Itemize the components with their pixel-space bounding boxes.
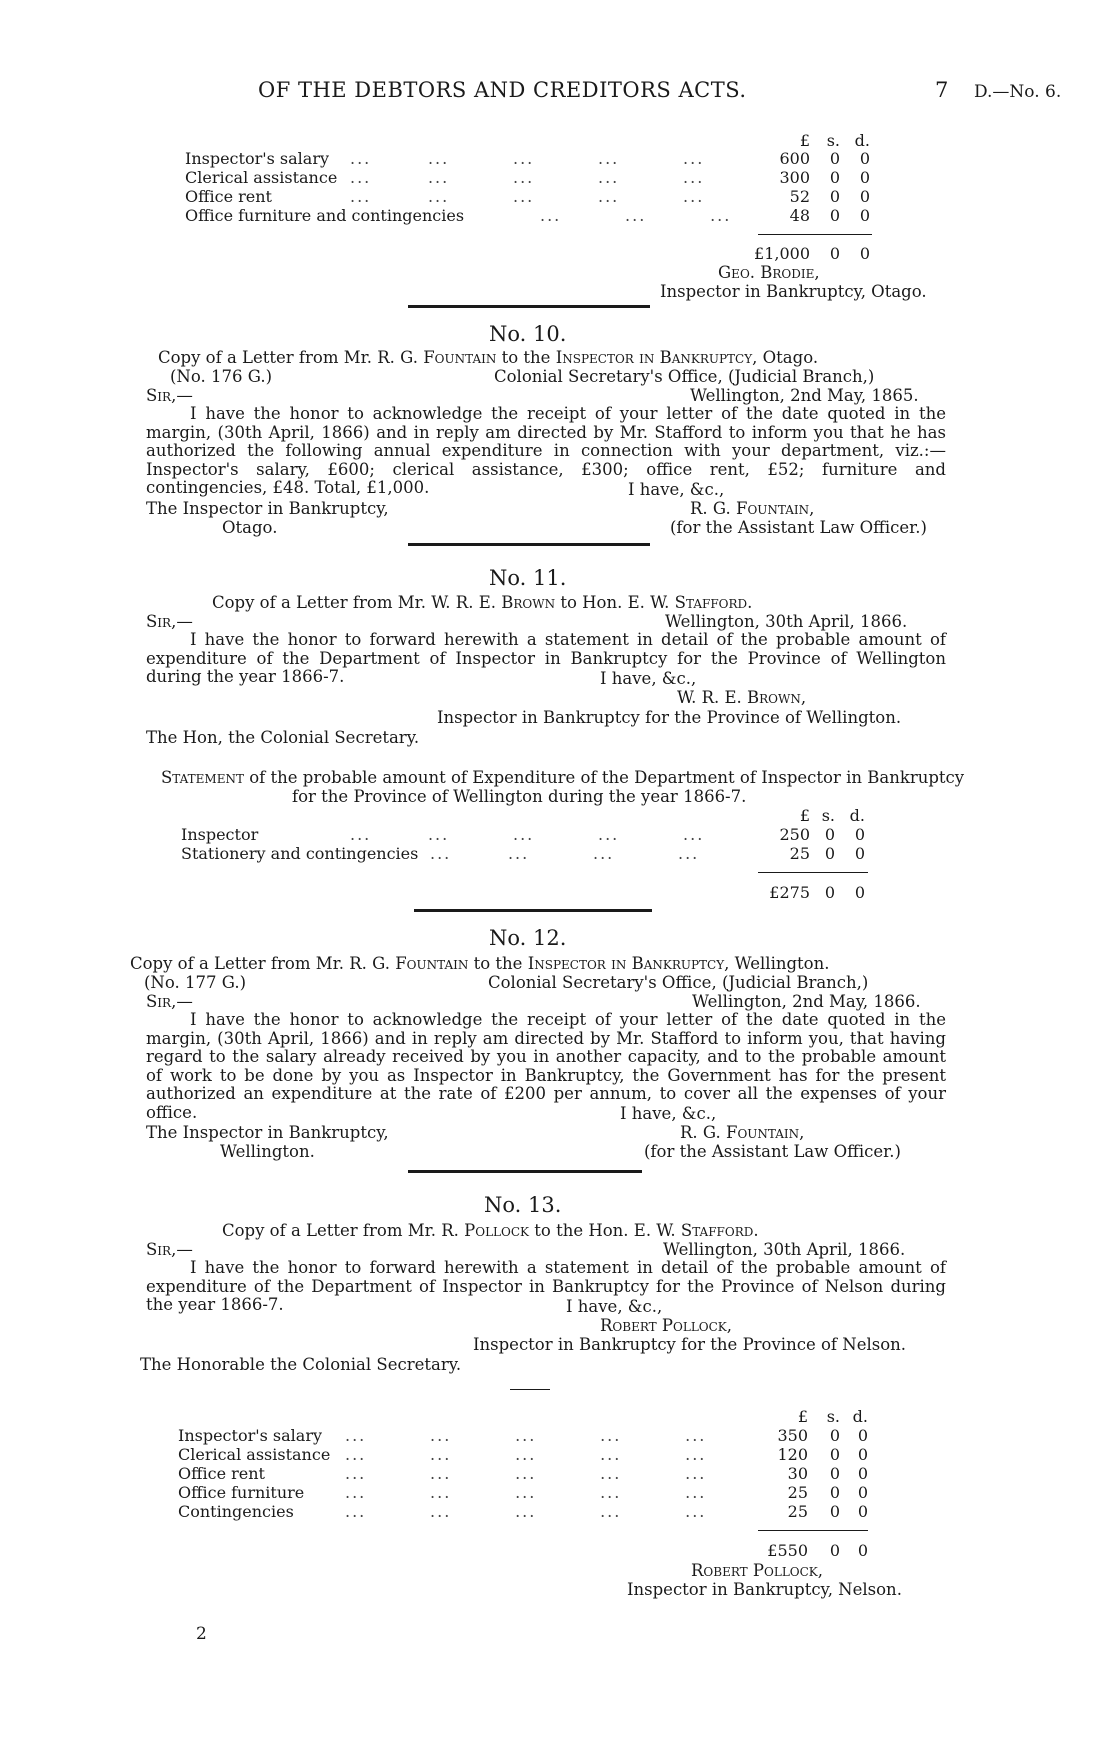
amount-pence: 0: [854, 844, 865, 863]
statement-heading-line2: for the Province of Wellington during the year 1866-7.: [292, 787, 747, 806]
leader-dots: ... ... ... ... ...: [345, 1445, 707, 1464]
row-label: Office rent: [185, 187, 272, 206]
signature-mark: 2: [196, 1624, 207, 1644]
row-label: Inspector's salary: [185, 149, 330, 168]
letter-reference: (No. 177 G.): [144, 973, 247, 992]
letter-date: Wellington, 30th April, 1866.: [663, 1240, 906, 1259]
letter-body: I have the honor to forward herewith a statement in detail of the probable amount of expenditure of the Department of Inspector in Bankruptcy for the Province of Wellington during the year 1866-7.: [146, 630, 946, 687]
amount-shillings: 0: [829, 1483, 840, 1502]
row-label: Contingencies: [178, 1502, 294, 1521]
signer-role: Inspector in Bankruptcy for the Province of Wellington.: [437, 708, 902, 727]
letter-heading: Copy of a Letter from Mr. R. Pollock to the Hon. E. W. Stafford.: [222, 1221, 759, 1240]
amount-pounds: 300: [779, 168, 810, 187]
col-shillings-head: s.: [826, 131, 840, 150]
col-pence-head: d.: [854, 131, 870, 150]
letter-reference: (No. 176 G.): [170, 367, 273, 386]
total-shillings: 0: [829, 244, 840, 263]
amount-pence: 0: [859, 187, 870, 206]
salutation: Sir,—: [146, 386, 193, 405]
amount-shillings: 0: [824, 844, 835, 863]
row-label: Inspector: [181, 825, 259, 844]
page-number: 7: [935, 78, 949, 102]
col-shillings-head: s.: [826, 1407, 840, 1426]
running-title: OF THE DEBTORS AND CREDITORS ACTS.: [258, 78, 747, 102]
total-pence: 0: [859, 244, 870, 263]
col-pounds-head: £: [799, 806, 810, 825]
amount-pounds: 120: [777, 1445, 808, 1464]
letter-number: No. 12.: [489, 926, 567, 950]
letter-number: No. 11.: [489, 566, 567, 590]
amount-pence: 0: [859, 149, 870, 168]
row-label: Clerical assistance: [178, 1445, 331, 1464]
col-pounds-head: £: [799, 131, 810, 150]
col-pounds-head: £: [797, 1407, 808, 1426]
amount-pence: 0: [857, 1502, 868, 1521]
amount-pounds: 25: [789, 844, 810, 863]
total-shillings: 0: [824, 883, 835, 902]
leader-dots: ... ... ... ... ...: [345, 1464, 707, 1483]
closing: I have, &c.,: [628, 480, 725, 499]
salutation: Sir,—: [146, 992, 193, 1011]
amount-shillings: 0: [829, 1445, 840, 1464]
signature-title: Inspector in Bankruptcy, Otago.: [660, 282, 927, 301]
amount-pounds: 600: [779, 149, 810, 168]
leader-dots: ... ... ... ... ...: [345, 1426, 707, 1445]
row-label: Clerical assistance: [185, 168, 338, 187]
addressee: The Honorable the Colonial Secretary.: [140, 1355, 462, 1374]
amount-pounds: 30: [787, 1464, 808, 1483]
amount-pence: 0: [857, 1445, 868, 1464]
amount-shillings: 0: [829, 187, 840, 206]
leader-dots: ... ... ... ... ...: [345, 1483, 707, 1502]
amount-shillings: 0: [829, 1426, 840, 1445]
amount-pounds: 48: [789, 206, 810, 225]
amount-shillings: 0: [829, 1502, 840, 1521]
amount-shillings: 0: [824, 825, 835, 844]
signer-name: Robert Pollock,: [600, 1316, 733, 1335]
row-label: Office furniture and contingencies: [185, 206, 465, 225]
signer-role: (for the Assistant Law Officer.): [644, 1142, 901, 1161]
amount-pence: 0: [857, 1483, 868, 1502]
closing: I have, &c.,: [566, 1297, 663, 1316]
amount-shillings: 0: [829, 149, 840, 168]
office-line: Colonial Secretary's Office, (Judicial Branch,): [488, 973, 869, 992]
leader-dots: ... ... ... ... ...: [350, 168, 705, 187]
addressee: The Inspector in Bankruptcy,: [146, 1123, 389, 1142]
total-pounds: £1,000: [754, 244, 810, 263]
total-pounds: £275: [769, 883, 810, 902]
row-label: Inspector's salary: [178, 1426, 323, 1445]
col-pence-head: d.: [849, 806, 865, 825]
letter-body: I have the honor to acknowledge the receipt of your letter of the date quoted in the margin, (30th April, 1866) and in reply am directed by Mr. Stafford to inform you, that having regard to the salary already received by you in another capacity, and to the probable amount of work to be done by you as Inspector in Bankruptcy, the Government has for the present authorized an expenditure at the rate of £200 per annum, to cover all the expenses of your office.: [146, 1010, 946, 1122]
amount-pounds: 250: [779, 825, 810, 844]
leader-dots: ... ... ... ... ...: [345, 1502, 707, 1521]
total-pounds: £550: [767, 1541, 808, 1560]
document-ref: D.—No. 6.: [974, 82, 1062, 102]
signature-name: Geo. Brodie,: [718, 263, 820, 282]
letter-date: Wellington, 2nd May, 1866.: [692, 992, 921, 1011]
amount-pence: 0: [857, 1426, 868, 1445]
amount-pence: 0: [859, 206, 870, 225]
addressee-place: Wellington.: [220, 1142, 315, 1161]
amount-pounds: 350: [777, 1426, 808, 1445]
section-divider: [408, 543, 650, 546]
leader-dots: ... ... ... ... ...: [350, 187, 705, 206]
row-label: Stationery and contingencies: [181, 844, 419, 863]
leader-dots: ... ... ... ...: [430, 844, 700, 863]
col-shillings-head: s.: [821, 806, 835, 825]
signature-name: Robert Pollock,: [691, 1561, 824, 1580]
total-pence: 0: [857, 1541, 868, 1560]
leader-dots: ... ... ...: [540, 206, 732, 225]
amount-shillings: 0: [829, 1464, 840, 1483]
salutation: Sir,—: [146, 1240, 193, 1259]
closing: I have, &c.,: [600, 669, 697, 688]
letter-date: Wellington, 2nd May, 1865.: [690, 386, 919, 405]
short-divider: [510, 1389, 550, 1390]
total-rule: [758, 1530, 868, 1531]
amount-shillings: 0: [829, 206, 840, 225]
section-divider: [408, 305, 650, 308]
salutation: Sir,—: [146, 612, 193, 631]
leader-dots: ... ... ... ... ...: [350, 825, 705, 844]
amount-pence: 0: [857, 1464, 868, 1483]
signer-role: Inspector in Bankruptcy for the Province of Nelson.: [473, 1335, 907, 1354]
office-line: Colonial Secretary's Office, (Judicial Branch,): [494, 367, 875, 386]
amount-pence: 0: [854, 825, 865, 844]
section-divider: [408, 1170, 642, 1173]
addressee: The Hon, the Colonial Secretary.: [146, 728, 420, 747]
signer-role: (for the Assistant Law Officer.): [670, 518, 927, 537]
letter-number: No. 13.: [484, 1193, 562, 1217]
signer-name: R. G. Fountain,: [680, 1123, 805, 1142]
letter-heading: Copy of a Letter from Mr. W. R. E. Brown to Hon. E. W. Stafford.: [212, 593, 753, 612]
addressee-place: Otago.: [222, 518, 278, 537]
closing: I have, &c.,: [620, 1104, 717, 1123]
row-label: Office rent: [178, 1464, 265, 1483]
signature-title: Inspector in Bankruptcy, Nelson.: [627, 1580, 902, 1599]
letter-heading: Copy of a Letter from Mr. R. G. Fountain to the Inspector in Bankruptcy, Otago.: [158, 348, 819, 367]
total-rule: [758, 234, 872, 235]
row-label: Office furniture: [178, 1483, 305, 1502]
total-rule: [758, 872, 868, 873]
total-pence: 0: [854, 883, 865, 902]
section-divider: [414, 909, 652, 912]
amount-pounds: 25: [787, 1483, 808, 1502]
letter-date: Wellington, 30th April, 1866.: [665, 612, 908, 631]
total-shillings: 0: [829, 1541, 840, 1560]
addressee: The Inspector in Bankruptcy,: [146, 499, 389, 518]
signer-name: W. R. E. Brown,: [677, 688, 807, 707]
amount-pounds: 52: [789, 187, 810, 206]
letter-body: I have the honor to forward herewith a statement in detail of the probable amount of expenditure of the Department of Inspector in Bankruptcy for the Province of Nelson during the year 1866-7.: [146, 1258, 946, 1315]
amount-shillings: 0: [829, 168, 840, 187]
letter-heading: Copy of a Letter from Mr. R. G. Fountain to the Inspector in Bankruptcy, Wellington.: [130, 954, 830, 973]
letter-body: I have the honor to acknowledge the receipt of your letter of the date quoted in the margin, (30th April, 1866) and in reply am directed by Mr. Stafford to inform you that he has authorized the following annual expenditure in connection with your department, viz.:—Inspector's salary, £600; clerical assistance, £300; office rent, £52; furniture and contingencies, £48. Total, £1,000.: [146, 404, 946, 498]
col-pence-head: d.: [852, 1407, 868, 1426]
signer-name: R. G. Fountain,: [690, 499, 815, 518]
leader-dots: ... ... ... ... ...: [350, 149, 705, 168]
letter-number: No. 10.: [489, 322, 567, 346]
amount-pence: 0: [859, 168, 870, 187]
statement-heading: Statement of the probable amount of Expenditure of the Department of Inspector in Bankruptcy: [161, 768, 965, 787]
amount-pounds: 25: [787, 1502, 808, 1521]
